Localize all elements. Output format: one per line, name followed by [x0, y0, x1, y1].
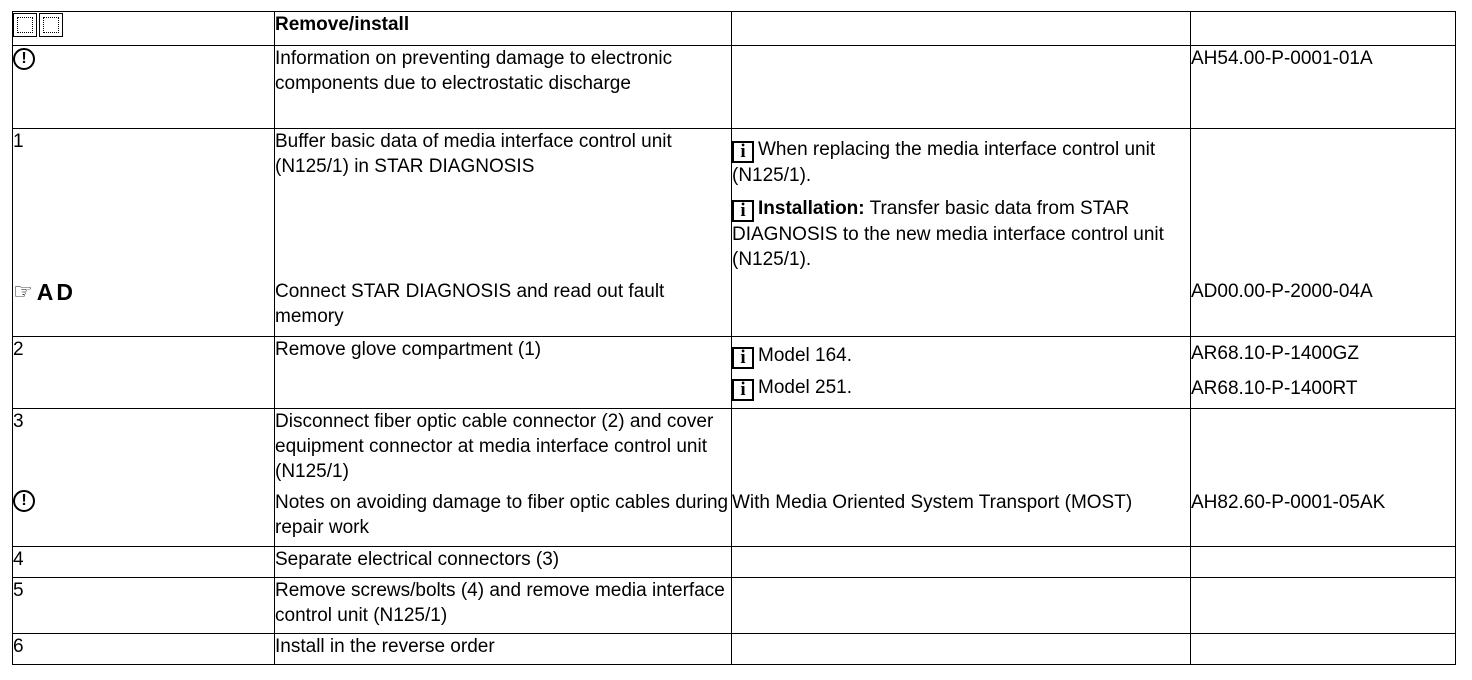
row-action: Information on preventing damage to electronic components due to electrostatic discharge [275, 46, 732, 129]
table-row [13, 547, 1456, 578]
table-row [13, 409, 1456, 547]
row-action: Separate electrical connectors (3) [275, 547, 732, 578]
info-icon: i [732, 200, 754, 222]
row-reference[interactable]: AD00.00-P-2000-04A [1191, 281, 1373, 302]
row-action: Remove glove compartment (1) [275, 337, 732, 409]
row-action: Install in the reverse order [275, 634, 732, 665]
warning-icon [13, 490, 35, 512]
row-step: 2 [13, 337, 275, 409]
row-step: 6 [13, 634, 275, 665]
row-reference[interactable]: AH54.00-P-0001-01A [1191, 46, 1456, 129]
row-action: Disconnect fiber optic cable connector (2) and cover equipment connector at media interface control unit (N125/1) [275, 411, 714, 482]
info-icon: i [732, 141, 754, 163]
note-model-251: i Model 251. [732, 375, 1190, 401]
table-row [13, 634, 1456, 665]
note-model-164: i Model 164. [732, 343, 1190, 369]
row-step: 1 [13, 131, 24, 152]
row-action: Buffer basic data of media interface control unit (N125/1) in STAR DIAGNOSIS [275, 131, 672, 177]
table-header-row [13, 12, 1456, 46]
row-reference[interactable]: AR68.10-P-1400GZ [1191, 343, 1359, 364]
collapse-icon[interactable] [39, 13, 63, 37]
row-sub-action: Connect STAR DIAGNOSIS and read out fault memory [275, 281, 665, 327]
expand-icon[interactable] [13, 13, 37, 37]
table-row [13, 129, 1456, 337]
row-reference[interactable]: AR68.10-P-1400RT [1191, 378, 1358, 399]
row-action: Remove screws/bolts (4) and remove media interface control unit (N125/1) [275, 578, 732, 634]
info-icon: i [732, 347, 754, 369]
row-step: 4 [13, 547, 275, 578]
hand-pointer-icon: ☞ AD [13, 278, 76, 305]
row-step: 5 [13, 578, 275, 634]
table-row [13, 46, 1456, 129]
row-sub-action: Notes on avoiding damage to fiber optic cables during repair work [275, 492, 729, 538]
procedure-table [12, 11, 1456, 665]
row-reference[interactable]: AH82.60-P-0001-05AK [1191, 492, 1386, 513]
warning-icon [13, 48, 35, 70]
row-note: With Media Oriented System Transport (MOST) [732, 492, 1133, 513]
note-replacing: i When replacing the media interface control unit (N125/1). [732, 139, 1156, 186]
table-row [13, 337, 1456, 409]
row-step: 3 [13, 411, 24, 432]
header-title: Remove/install [275, 12, 732, 46]
note-installation: i Installation: Transfer basic data from STAR DIAGNOSIS to the new media interface control unit (N125/1). [732, 198, 1164, 270]
info-icon: i [732, 379, 754, 401]
table-row [13, 578, 1456, 634]
